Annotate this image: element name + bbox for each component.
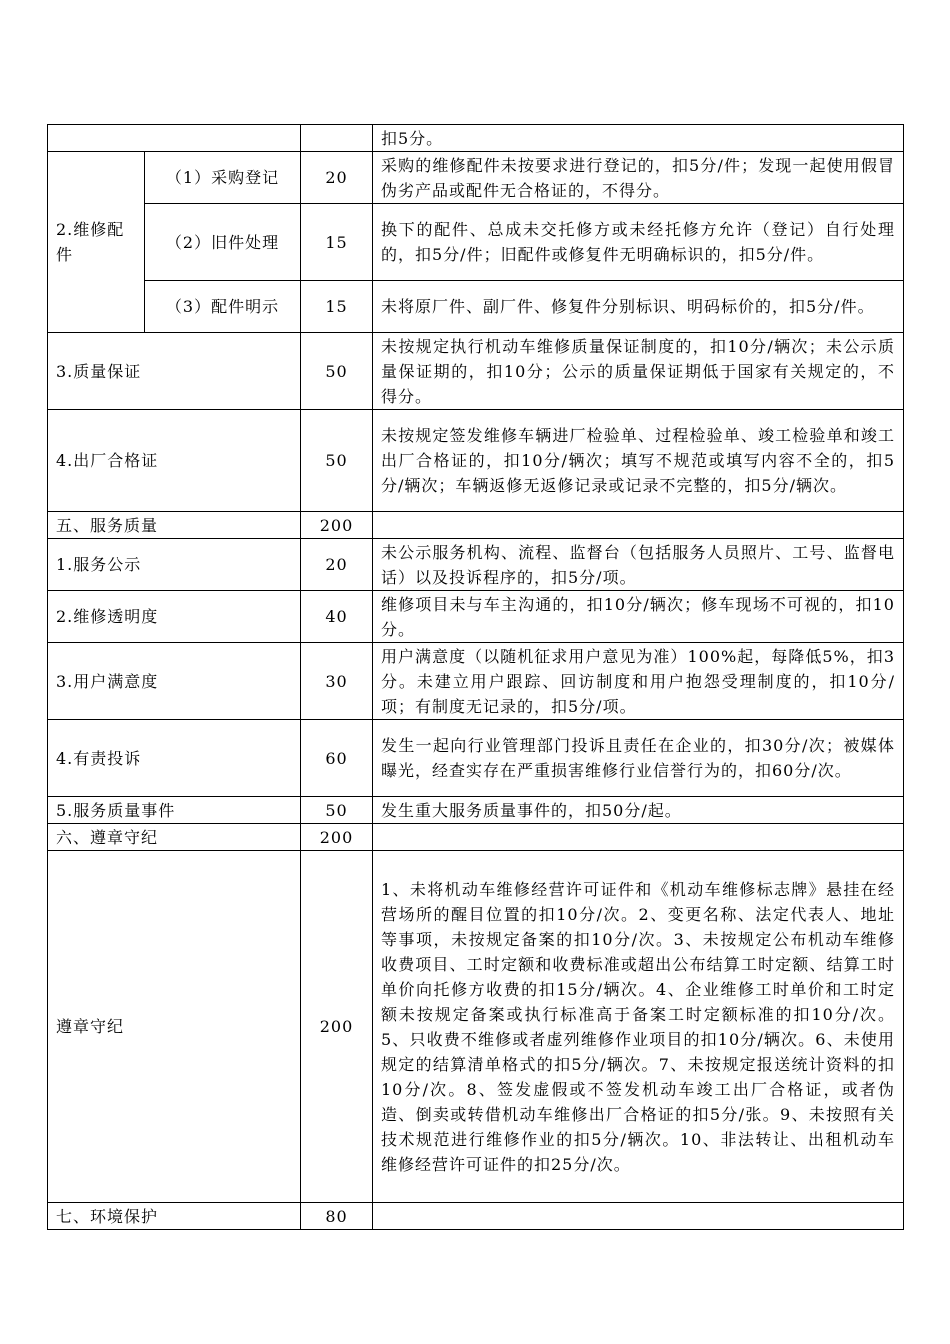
table-row	[48, 539, 904, 591]
table-row	[48, 851, 904, 1203]
score-cell	[301, 125, 373, 152]
item-cell: 遵章守纪	[48, 851, 301, 1203]
table-row	[48, 125, 904, 152]
item-cell: 2.维修透明度	[48, 591, 301, 643]
score-cell: 40	[301, 591, 373, 643]
description-cell: 用户满意度（以随机征求用户意见为准）100%起，每降低5%，扣3分。未建立用户跟踪、回访制度和用户抱怨受理制度的，扣10分/项；有制度无记录的，扣5分/项。	[373, 643, 904, 720]
description-cell: 未将原厂件、副厂件、修复件分别标识、明码标价的，扣5分/件。	[373, 281, 904, 333]
score-cell: 15	[301, 204, 373, 281]
table-row	[48, 281, 904, 333]
description-cell: 发生重大服务质量事件的，扣50分/起。	[373, 797, 904, 824]
description-cell: 发生一起向行业管理部门投诉且责任在企业的，扣30分/次；被媒体曝光，经查实存在严重损害维修行业信誉行为的，扣60分/次。	[373, 720, 904, 797]
score-cell: 20	[301, 152, 373, 204]
section-row	[48, 512, 904, 539]
score-cell: 30	[301, 643, 373, 720]
score-cell: 50	[301, 410, 373, 512]
section-title: 六、遵章守纪	[48, 824, 301, 851]
description-cell	[373, 1203, 904, 1230]
sub-item-cell: （2）旧件处理	[145, 204, 301, 281]
item-cell: 5.服务质量事件	[48, 797, 301, 824]
score-cell: 200	[301, 512, 373, 539]
score-cell: 20	[301, 539, 373, 591]
item-cell	[48, 125, 301, 152]
item-cell: 3.质量保证	[48, 333, 301, 410]
score-cell: 80	[301, 1203, 373, 1230]
description-cell: 1、未将机动车维修经营许可证件和《机动车维修标志牌》悬挂在经营场所的醒目位置的扣10分/次。2、变更名称、法定代表人、地址等事项，未按规定备案的扣10分/次。3、未按规定公布机动车维修收费项目、工时定额和收费标准或超出公布结算工时定额、结算工时单价向托修方收费的扣15分/辆次。4、企业维修工时单价和工时定额未按规定备案或执行标准高于备案工时定额标准的扣10分/次。5、只收费不维修或者虚列维修作业项目的扣10分/辆次。6、未使用规定的结算清单格式的扣5分/辆次。7、未按规定报送统计资料的扣10分/次。8、签发虚假或不签发机动车竣工出厂合格证，或者伪造、倒卖或转借机动车维修出厂合格证的扣5分/张。9、未按照有关技术规范进行维修作业的扣5分/辆次。10、非法转让、出租机动车维修经营许可证件的扣25分/次。	[373, 851, 904, 1203]
item-cell: 1.服务公示	[48, 539, 301, 591]
section-row	[48, 1203, 904, 1230]
score-cell: 200	[301, 851, 373, 1203]
description-cell: 未按规定执行机动车维修质量保证制度的，扣10分/辆次；未公示质量保证期的，扣10分；公示的质量保证期低于国家有关规定的，不得分。	[373, 333, 904, 410]
item-cell: 4.出厂合格证	[48, 410, 301, 512]
description-cell	[373, 512, 904, 539]
description-cell: 维修项目未与车主沟通的，扣10分/辆次；修车现场不可视的，扣10分。	[373, 591, 904, 643]
score-cell: 50	[301, 797, 373, 824]
score-cell: 50	[301, 333, 373, 410]
table-row	[48, 410, 904, 512]
item-cell: 3.用户满意度	[48, 643, 301, 720]
description-cell: 采购的维修配件未按要求进行登记的，扣5分/件；发现一起使用假冒伪劣产品或配件无合格证的，不得分。	[373, 152, 904, 204]
table-row	[48, 643, 904, 720]
section-title: 五、服务质量	[48, 512, 301, 539]
description-cell: 换下的配件、总成未交托修方或未经托修方允许（登记）自行处理的，扣5分/件；旧配件或修复件无明确标识的，扣5分/件。	[373, 204, 904, 281]
description-cell	[373, 824, 904, 851]
table-row	[48, 333, 904, 410]
score-cell: 15	[301, 281, 373, 333]
table-row	[48, 720, 904, 797]
description-cell: 未按规定签发维修车辆进厂检验单、过程检验单、竣工检验单和竣工出厂合格证的，扣10分/辆次；填写不规范或填写内容不全的，扣5分/辆次；车辆返修无返修记录或记录不完整的，扣5分/辆次。	[373, 410, 904, 512]
description-cell: 扣5分。	[373, 125, 904, 152]
description-cell: 未公示服务机构、流程、监督台（包括服务人员照片、工号、监督电话）以及投诉程序的，扣5分/项。	[373, 539, 904, 591]
section-row	[48, 824, 904, 851]
sub-item-cell: （3）配件明示	[145, 281, 301, 333]
table-row	[48, 797, 904, 824]
scoring-table	[47, 124, 904, 1230]
table-row	[48, 204, 904, 281]
score-cell: 60	[301, 720, 373, 797]
score-cell: 200	[301, 824, 373, 851]
item-cell: 2.维修配件	[48, 152, 145, 333]
sub-item-cell: （1）采购登记	[145, 152, 301, 204]
table-row	[48, 591, 904, 643]
item-cell: 4.有责投诉	[48, 720, 301, 797]
section-title: 七、环境保护	[48, 1203, 301, 1230]
table-row	[48, 152, 904, 204]
